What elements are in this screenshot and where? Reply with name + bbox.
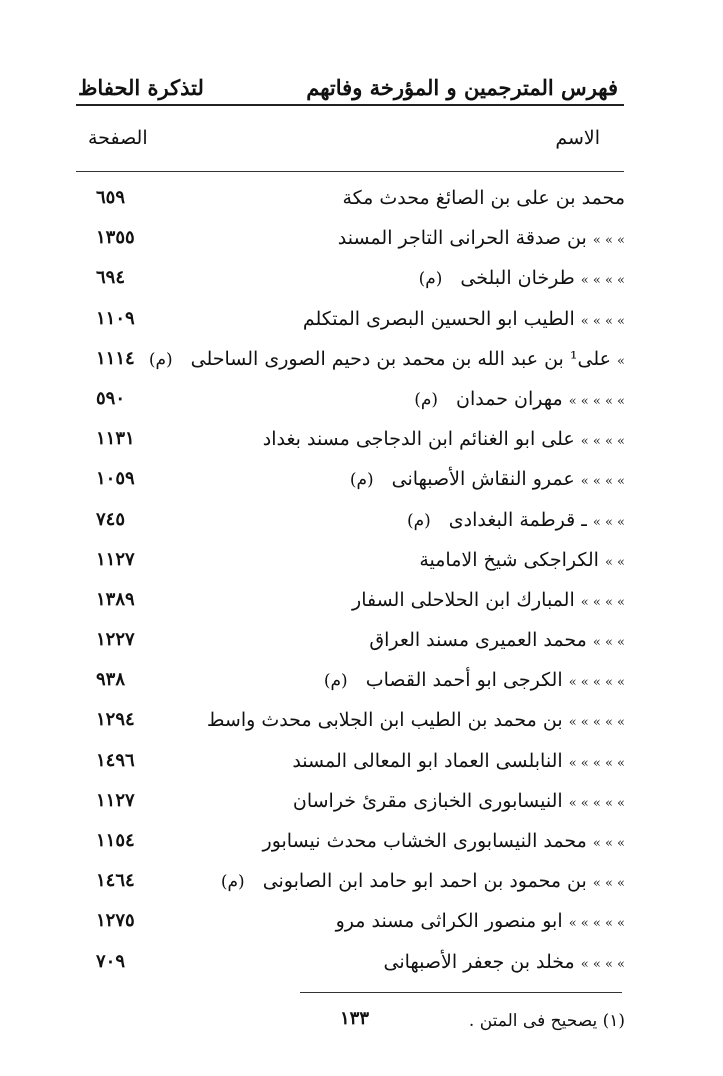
page-number: ١٣٣ xyxy=(340,1008,370,1029)
entry-page-number: ١١٠٩ xyxy=(96,307,135,329)
entry-page-number: ١٤٦٤ xyxy=(96,870,135,892)
entry-text: مهران حمدان xyxy=(456,387,563,410)
entry-page-number: ١١٥٤ xyxy=(96,830,135,851)
entry-name xyxy=(419,544,625,576)
running-head-left: لتذكرة الحفاظ xyxy=(78,75,204,100)
entry-page-number: ١٢٢٧ xyxy=(96,629,135,651)
ditto-marks: » » xyxy=(604,554,625,570)
index-entry xyxy=(0,901,723,941)
index-entry xyxy=(0,540,723,580)
entry-page-number: ١٢٧٥ xyxy=(96,910,135,932)
index-entry xyxy=(0,620,723,660)
ditto-marks: » » » xyxy=(592,836,625,851)
index-entry xyxy=(0,299,723,339)
entry-page-number: ٧٠٩ xyxy=(96,950,126,972)
index-entry xyxy=(0,660,723,700)
entry-text: بن صدقة الحرانى التاجر المسند xyxy=(337,227,587,250)
ditto-marks: » » » » » xyxy=(568,795,625,811)
entry-page-number: ٩٣٨ xyxy=(96,669,126,691)
entry-text: عمرو النقاش الأصبهانى xyxy=(391,468,575,491)
entry-page-number: ١١٢٧ xyxy=(96,789,135,811)
index-entry xyxy=(0,942,723,982)
death-marker: (م) xyxy=(418,269,443,290)
running-head-right: فهرس المترجمين و المؤرخة وفاتهم xyxy=(306,75,618,100)
ditto-marks: » » » » xyxy=(580,594,625,610)
entry-name xyxy=(221,865,625,897)
entry-text: الكراجكى شيخ الامامية xyxy=(419,548,599,571)
ditto-marks: » » » xyxy=(592,514,625,530)
entry-page-number: ٧٤٥ xyxy=(96,508,126,530)
entry-page-number: ٦٩٤ xyxy=(96,267,126,289)
ditto-marks: » » » xyxy=(592,233,625,249)
entry-page-number: ١١٣١ xyxy=(96,428,135,450)
entry-text: طرخان البلخى xyxy=(460,267,575,290)
entry-page-number: ٦٥٩ xyxy=(96,187,126,208)
death-marker: (م) xyxy=(406,510,431,531)
death-marker: (م) xyxy=(323,671,348,692)
entry-page-number: ١٢٩٤ xyxy=(96,709,135,731)
ditto-marks: » xyxy=(617,353,625,369)
index-entry xyxy=(0,379,723,419)
index-entry xyxy=(0,339,723,379)
entry-name xyxy=(414,383,625,415)
index-entry xyxy=(0,419,723,459)
entry-name xyxy=(303,303,625,335)
index-entry xyxy=(0,218,723,258)
entry-text: النابلسى العماد ابو المعالى المسند xyxy=(292,749,563,772)
entry-text: المبارك ابن الحلاحلى السفار xyxy=(352,588,575,611)
entry-page-number: ٥٩٠ xyxy=(96,387,126,409)
ditto-marks: » » » » xyxy=(580,313,625,329)
entry-text: محمد العميرى مسند العراق xyxy=(369,629,587,652)
entry-text: ـ قرطمة البغدادى xyxy=(448,508,587,531)
index-entry xyxy=(0,741,723,781)
entry-name xyxy=(263,825,625,857)
entry-page-number: ١٤٩٦ xyxy=(96,749,135,771)
index-entry xyxy=(0,258,723,298)
ditto-marks: » » » » » xyxy=(568,675,625,691)
entry-name xyxy=(350,463,625,495)
column-header-rule xyxy=(76,171,624,172)
ditto-marks: » » » » » xyxy=(568,715,625,731)
entry-text: على ابو الغنائم ابن الدجاجى مسند بغداد xyxy=(262,428,575,451)
entry-name xyxy=(336,905,625,937)
ditto-marks: » » » » » xyxy=(568,755,625,771)
ditto-marks: » » » xyxy=(592,876,625,892)
entry-page-number: ١٣٨٩ xyxy=(96,588,135,610)
index-entry xyxy=(0,500,723,540)
entry-text: بن محمد بن الطيب ابن الجلابى محدث واسط xyxy=(206,709,563,732)
ditto-marks: » » » xyxy=(592,635,625,651)
index-entry xyxy=(0,700,723,740)
footnote: (١) يصحيح فى المتن . xyxy=(468,1011,625,1031)
entry-name xyxy=(292,745,625,777)
entry-name xyxy=(263,423,625,455)
entry-page-number: ١١١٤ xyxy=(96,347,135,369)
entry-name xyxy=(324,664,625,696)
index-entry xyxy=(0,821,723,861)
footnote-rule xyxy=(300,992,622,993)
page-column-label: الصفحة xyxy=(88,127,148,149)
ditto-marks: » » » » xyxy=(580,474,625,490)
index-entry xyxy=(0,861,723,901)
ditto-marks: » » » » xyxy=(580,434,625,450)
entry-page-number: ١٠٥٩ xyxy=(96,468,135,490)
entry-name xyxy=(352,584,625,616)
entry-name xyxy=(343,182,626,214)
entry-name xyxy=(338,222,625,254)
entry-page-number: ١٣٥٥ xyxy=(96,227,135,249)
index-entry xyxy=(0,580,723,620)
entry-page-number: ١١٢٧ xyxy=(96,548,135,570)
entry-name xyxy=(149,343,625,375)
name-column-label: الاسم xyxy=(555,127,600,149)
death-marker: (م) xyxy=(414,389,439,410)
entry-name xyxy=(419,262,625,294)
entry-text: الطيب ابو الحسين البصرى المتكلم xyxy=(302,307,575,330)
death-marker: (م) xyxy=(148,349,173,370)
entry-text: مخلد بن جعفر الأصبهانى xyxy=(383,950,575,973)
column-headers xyxy=(88,118,600,158)
ditto-marks: » » » » xyxy=(580,956,625,972)
index-entry xyxy=(0,459,723,499)
entry-name xyxy=(407,504,625,536)
index-entry xyxy=(0,781,723,821)
header-rule xyxy=(76,104,624,106)
death-marker: (م) xyxy=(349,470,374,491)
entry-text: ابو منصور الكراثى مسند مرو xyxy=(335,910,563,933)
index-entries xyxy=(0,178,723,982)
entry-name xyxy=(384,946,626,978)
entry-name xyxy=(207,704,625,736)
running-head xyxy=(78,60,618,100)
ditto-marks: » » » » xyxy=(580,273,625,289)
entry-text: بن محمود بن احمد ابو حامد ابن الصابونى xyxy=(262,870,587,893)
entry-text: النيسابورى الخبازى مقرئ خراسان xyxy=(292,789,563,812)
ditto-marks: » » » » » xyxy=(568,916,625,932)
entry-name xyxy=(369,624,625,656)
index-entry xyxy=(0,178,723,218)
entry-text: محمد النيسابورى الخشاب محدث نيسابور xyxy=(262,830,587,852)
ditto-marks: » » » » » xyxy=(568,393,625,409)
death-marker: (م) xyxy=(220,872,245,893)
entry-name xyxy=(293,785,625,817)
entry-text: الكرجى ابو أحمد القصاب xyxy=(365,669,563,692)
entry-text: على¹ بن عبد الله بن محمد بن دحيم الصورى الساحلى xyxy=(190,347,611,370)
entry-text: محمد بن على بن الصائغ محدث مكة xyxy=(342,187,625,209)
